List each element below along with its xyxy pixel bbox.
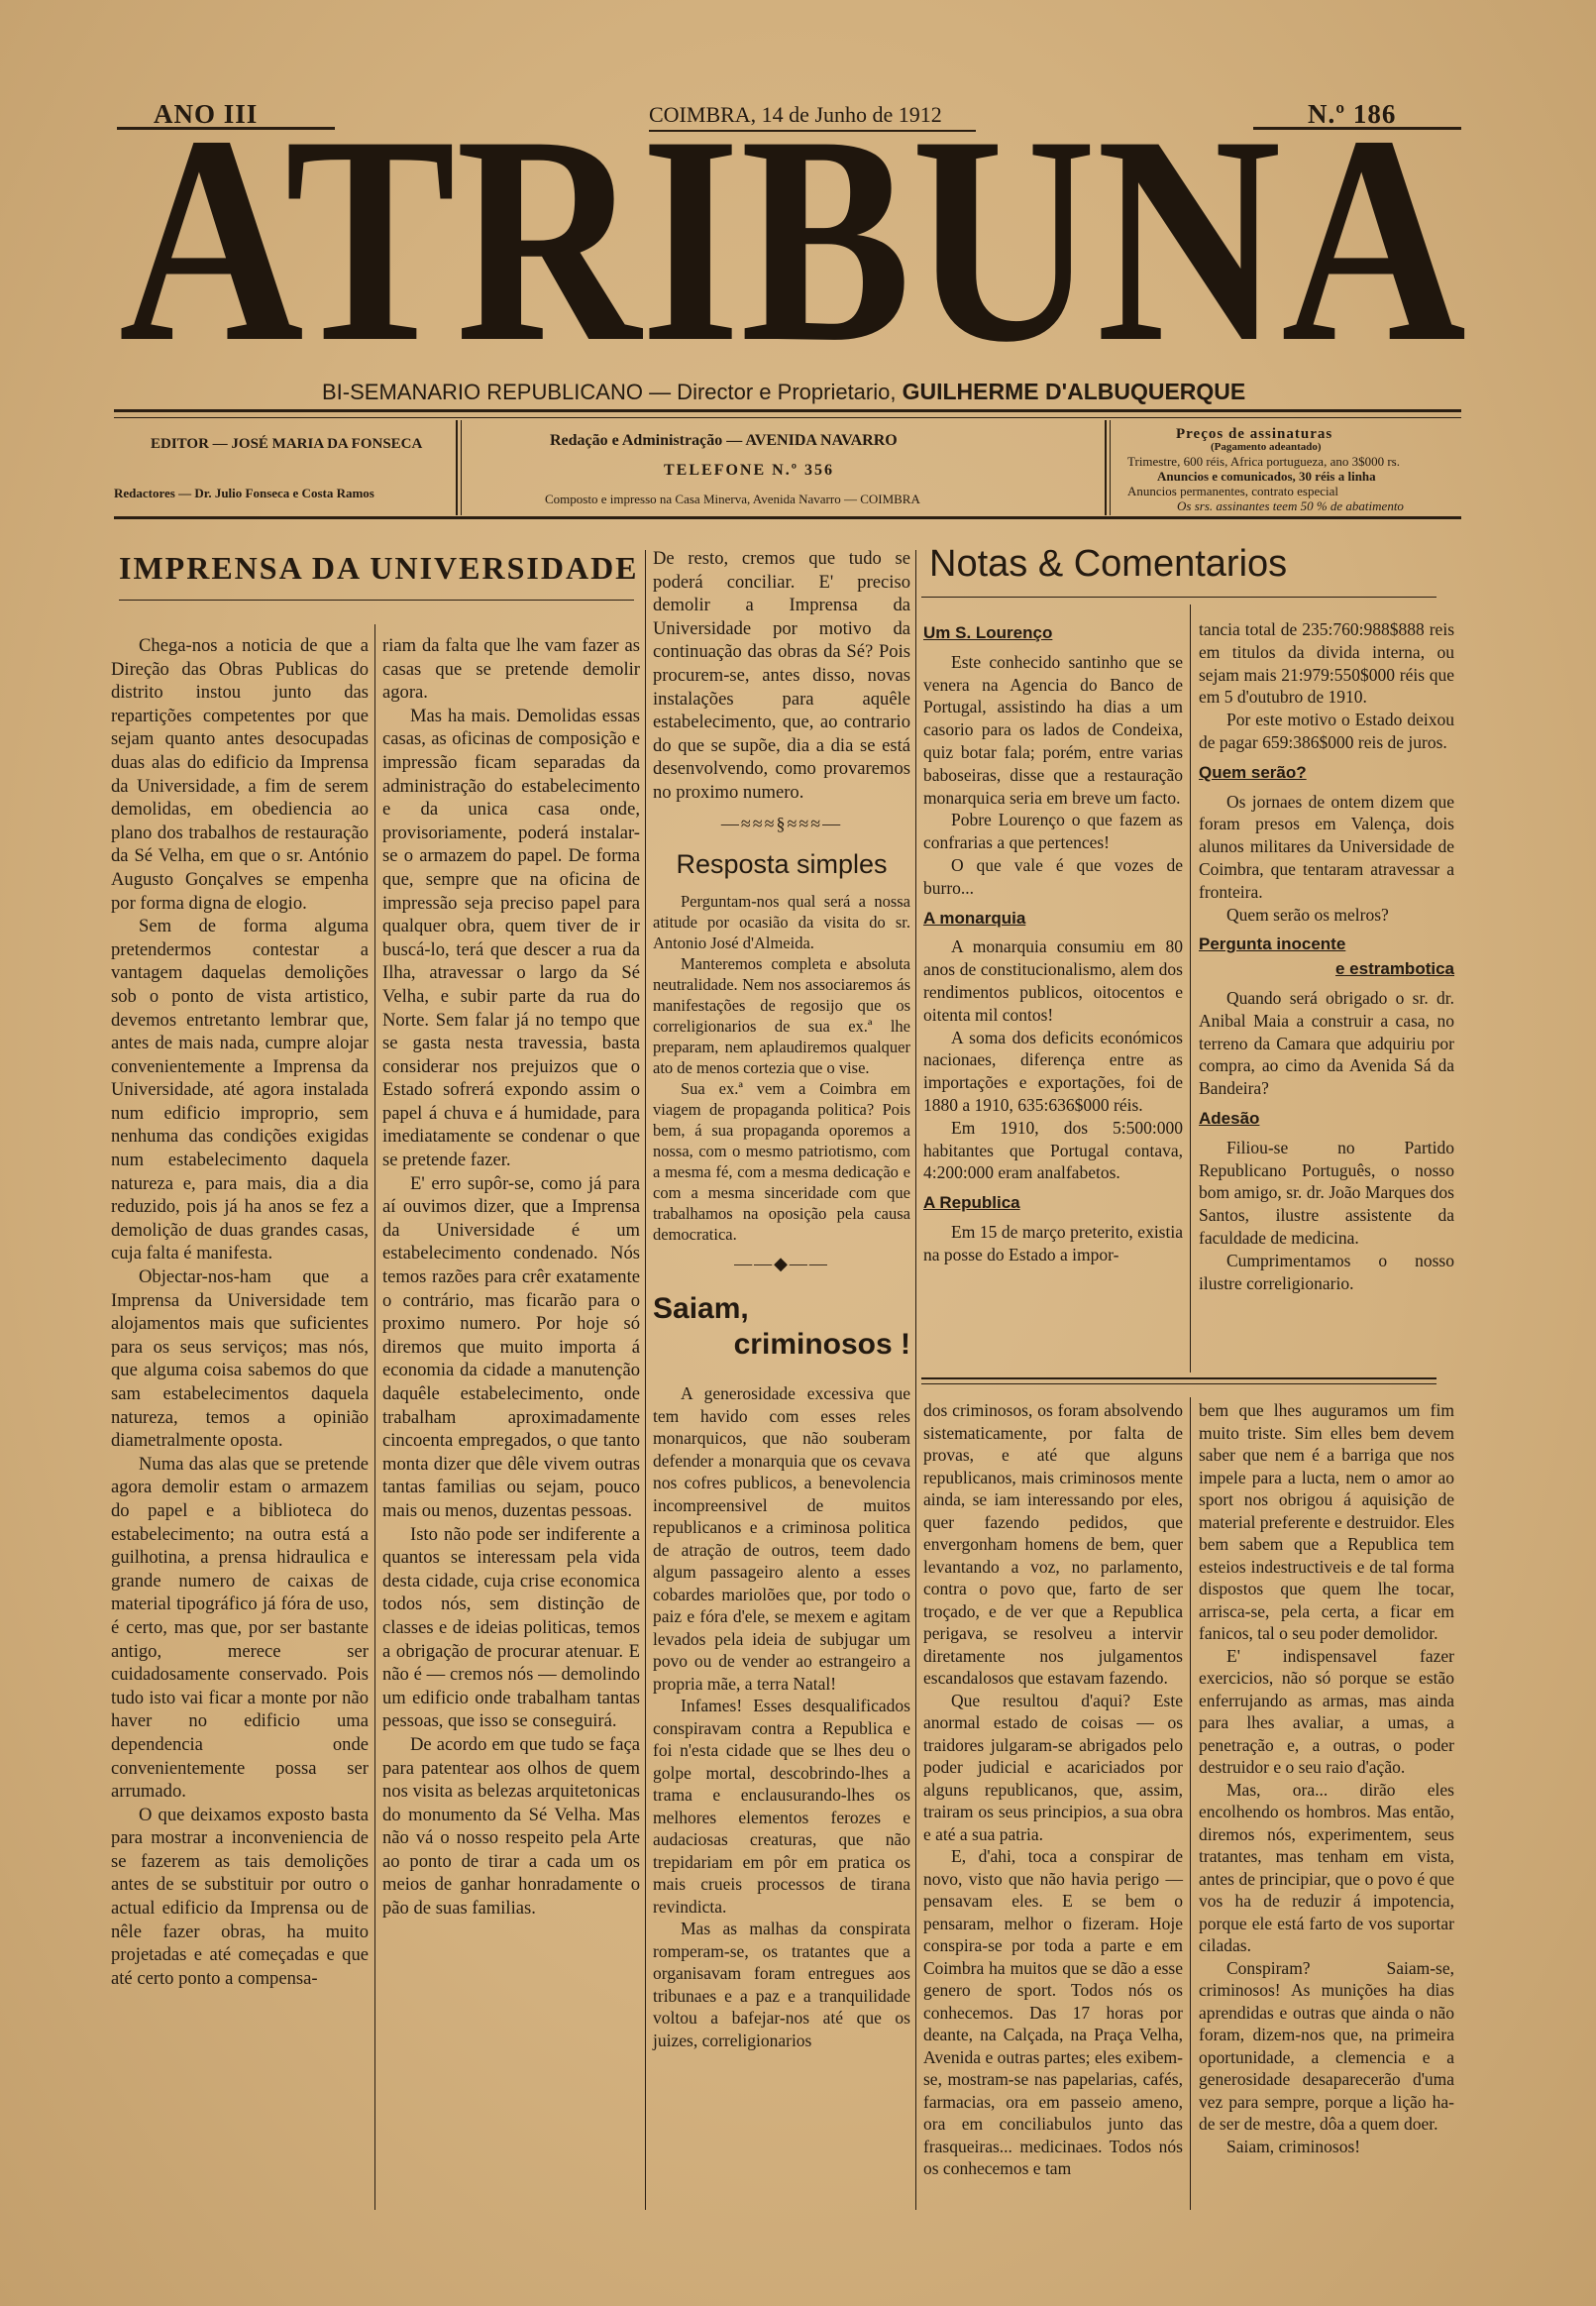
paragraph: Mas, ora... dirão eles encolhendo os hombros. Mas então, diremos nós, experimentem, seus tratantes, mas tenham em vista, antes de principiar, que o povo é que vos ha de reduzir á impotencia, porque ele está farto de vos suportar ciladas. [1199,1779,1454,1955]
redacao-line: Redação e Administração — AVENIDA NAVARRO [550,432,898,449]
paragraph: Perguntam-nos qual será a nossa atitude por ocasião da visita do sr. Antonio José d'Almeida. [653,891,910,952]
section-heading: A Republica [923,1193,1020,1213]
paragraph: riam da falta que lhe vam fazer as casas que se pretende demolir agora. [382,635,640,704]
saiam-col-4 [923,1399,1183,2180]
telefone-line: TELEFONE N.º 356 [664,462,834,479]
paragraph: A generosidade excessiva que tem havido com esses reles monarquicos, que não souberam defender a monarquia que os cevava nos cofres publicos, a benevolencia incompreensivel de muitos republicanos e a criminosa politica de atração de outros, teem dado algum passageiro alento a esses cobardes mariolões que, por todo o paiz e fóra d'ele, se mexem e agitam levados pela ideia de subjugar um povo ou de vender ao estrangeiro a propria mãe, a terra Natal! [653,1383,910,1694]
redactores-line: Redactores — Dr. Julio Fonseca e Costa Ramos [114,486,374,500]
paragraph: Por este motivo o Estado deixou de pagar 659:386$000 reis de juros. [1199,710,1454,752]
subtitle-text: BI-SEMANARIO REPUBLICANO — Director e Proprietario, [322,380,897,404]
paragraph: E' indispensavel fazer exercicios, não só porque se estão enferrujando as armas, mas ainda para lhes avaliar, a umas, a penetração e, a outras, o poder destruidor e o seu raio d'ação. [1199,1645,1454,1777]
paragraph: O que vale é que vozes de burro... [923,854,1183,898]
date-line: COIMBRA, 14 de Junho de 1912 [649,102,942,127]
paragraph: Sem de forma alguma pretendermos contestar a vantagem daquelas demolições sob o ponto de vista artistico, devemos entretanto lembrar que, antes de mais nada, cumpre alojar convenientemente a Imprensa da Universidade, até agora instalada num edificio improprio, sem nenhuma das condições exigidas num estabelecimento daquela natureza e, para mais, dia a dia reduzido, pois já ha anos se fez a demolição de duas grandes casas, cuja falta é manifesta. [111,916,369,1264]
box-bottom-rule [114,516,1461,519]
precos-line-1: Trimestre, 600 réis, Africa portugueza, ano 3$000 rs. [1127,454,1400,469]
paragraph: O que deixamos exposto basta para mostrar a inconveniencia de se fazerem as tais demolições antes de se substituir por outro o actual edificio da Imprensa ou de nêle fazer obras, ha muito projetadas e até começadas e que até certo ponto a compensa- [111,1804,369,1989]
imprensa-col-2 [382,634,640,1921]
paragraph: Cumprimentamos o nosso ilustre correligionario. [1199,1250,1454,1293]
precos-sub: (Pagamento adeantado) [1211,441,1322,453]
notas-bottom-rule-2 [921,1383,1436,1384]
paragraph: Manteremos completa e absoluta neutralidade. Nem nos associaremos ás manifestações de regosijo que os correligionarios de sua ex.ª lhe preparam, nem aplaudiremos qualquer ato de menos cortezia que o vise. [653,953,910,1077]
issue-number: N.º 186 [1308,99,1397,129]
paragraph: Em 15 de março preterito, existia na posse do Estado a impor- [923,1221,1183,1264]
paragraph: Pobre Lourenço o que fazem as confrarias a que pertences! [923,810,1183,853]
ornament-divider: ——◆—— [734,1253,829,1273]
notas-bottom-rule [921,1377,1436,1379]
section-heading: Pergunta inocente [1199,934,1346,954]
paragraph: Quem serão os melros? [1226,904,1389,925]
saiam-col-5 [1199,1399,1454,2157]
composto-line: Composto e impresso na Casa Minerva, Avenida Navarro — COIMBRA [545,492,920,506]
box-divider-1 [456,420,458,515]
paragraph: De resto, cremos que tudo se poderá conciliar. E' preciso demolir a Imprensa da Universidade por motivo da continuação das obras da Sé? Pois procurem-se, antes disso, novas instalações para aquêle estabelecimento, que, ao contrario do que se supõe, dia a dia se está desenvolvendo, como provaremos no proximo numero. [653,548,910,803]
imprensa-rule [119,600,634,601]
box-divider-1b [461,420,462,515]
paragraph: A soma dos deficits económicos nacionaes, diferença entre as importações e exportações, foi de 1880 a 1910, 635:636$000 réis. [923,1027,1183,1115]
paragraph: E' erro supôr-se, como já para aí ouvimos dizer, que a Imprensa da Universidade é um estabelecimento condenado. Nós temos razões para crêr exatamente o contrário, mas ficarão para o proximo numero. Por hoje só diremos que muito importa á economia da cidade a manutenção daquêle estabelecimento, onde trabalham aproximadamente cincoenta empregados, o que tanto monta dizer que dêle vivem outras tantas familias ou sejam, pouco mais ou menos, duzentas pessoas. [382,1172,640,1521]
ano-label: ANO III [154,99,259,129]
paragraph: Sua ex.ª vem a Coimbra em viagem de propaganda politica? Pois bem, á sua propaganda oporemos a nossa, com o mesmo patriotismo, com a mesma fé, com a mesma dedicação e com a mesma sinceridade com que trabalhamos na oposição pela causa democratica. [653,1078,910,1244]
center-col [653,547,910,2051]
paragraph: E, d'ahi, toca a conspirar de novo, visto que não havia perigo — pensavam eles. E se bem o pensaram, melhor o fizeram. Hoje conspira-se por toda a parte e em Coimbra ha muitos que se dão a esse genero de sport. Todos nós os conhecemos. Das 17 horas por deante, na Calçada, na Praça Velha, Avenida e outras partes; eles exibem-se, mostram-se nas papelarias, cafés, farmacias, ora em passeio ameno, ora em conciliabulos junto das frasqueiras... medicinaes. Todos nós os conhecemos e tam [923,1846,1183,2178]
notas-col-right [1199,618,1454,1294]
paragraph: Mas as malhas da conspirata romperam-se, os tratantes que a organisavam foram entregues aos tribunaes e a paz e a tranquilidade voltou a bafejar-nos até que os juizes, correligionarios [653,1919,910,2050]
paragraph: bem que lhes auguramos um fim muito triste. Sim elles bem devem saber que nem é a barriga que nos impele para a lucta, nem o amor ao sport nos obrigou á aquisição de material preferente e destruidor. Eles bem sabem que a Republica tem esteios indestructiveis e de tal forma dispostos que quem lhe tocar, arrisca-se, pela certa, a ficar em fanicos, tal o seu poder demolidor. [1199,1400,1455,1643]
paragraph: Quando será obrigado o sr. dr. Anibal Maia a construir a casa, no terreno da Camara que adquiriu por compra, ao cimo da Avenida Sá da Bandeira? [1199,987,1454,1099]
saiam-headline-2: criminosos ! [733,1328,910,1362]
section-heading: Quem serão? [1199,762,1307,782]
box-divider-2b [1110,420,1111,515]
col-sep-2 [645,550,646,2210]
subtitle [322,379,1245,405]
precos-title: Preços de assinaturas [1176,426,1333,442]
ornament-divider: —≈≈≈§≈≈≈— [720,813,843,833]
paragraph: De acordo em que tudo se faça para patentear aos olhos de quem nos visita as belezas arquitetonicas do monumento da Sé Velha. Mas não vá o nosso respeito pela Arte ao ponto de tirar a cada um os meios de ganhar honradamente o pão de suas familias. [382,1733,640,1920]
precos-line-2: Anuncios e comunicados, 30 réis a linha [1157,469,1376,484]
notas-col-left [923,614,1183,1266]
notas-rule [921,597,1436,598]
masthead-title [109,121,1476,359]
box-divider-2 [1105,420,1107,515]
paragraph: tancia total de 235:760:988$888 reis em titulos da divida interna, ou sejam mais 21:979:550$000 réis que em 5 d'outubro de 1910. [1199,619,1454,708]
notas-headline: Notas & Comentarios [929,543,1288,585]
paragraph: Em 1910, dos 5:500:000 habitantes que Portugal contava, 4:200:000 eram analfabetos. [923,1117,1183,1183]
paragraph: Mas ha mais. Demolidas essas casas, as oficinas de composição e impressão ficam separadas da administração do estabelecimento e da unica casa onde, provisoriamente, poderá instalar-se o armazem do papel. De forma que, sempre que na oficina de impressão seja preciso papel para qualquer obra, quem tiver de ir buscá-lo, terá que descer a rua da Ilha, atravessar o largo da Sé Velha, e subir parte da rua do Norte. Sem falar já no tempo que se gasta nesta travessia, basta considerar nos prejuizos que o Estado sofrerá expondo assim o papel á chuva e á humidade, para imediatamente se condenar o que se pretende fazer. [382,705,640,1171]
paragraph: A monarquia consumiu em 80 anos de constitucionalismo, alem dos rendimentos publicos, oitocentos e oitenta mil contos! [923,936,1183,1025]
box-top-rule-2 [114,417,1461,418]
paragraph: Numa das alas que se pretende agora demolir estam o armazem do papel e a biblioteca do estabelecimento; na outra está a guilhotina, a prensa hidraulica e grande numero de caixas de material tipográfico já fóra de uso, é certo, mas que, por ser bastante antigo, merece ser cuidadosamente conservado. Pois tudo isto vai ficar a monte por não haver no edificio uma dependencia onde convenientemente possa ser arrumado. [111,1453,369,1803]
col-sep-4 [1190,604,1191,1373]
paragraph: dos criminosos, os foram absolvendo sistematicamente, por falta de provas, e até que alguns republicanos, mais criminosos mente ainda, se iam interessando por eles, quer fazendo pedidos, que envergonham homens de bem, quer levantando a voz, no parlamento, contra o povo que, farto de ser troçado, e de ver que a Republica perigava, se resolveu a intervir diretamente nos julgamentos escandalosos que estavam fazendo. [923,1400,1183,1688]
section-heading: Adesão [1199,1108,1260,1128]
precos-line-4: Os srs. assinantes teem 50 % de abatimento [1177,498,1404,513]
paragraph: Conspiram? Saiam-se, criminosos! As munições ha dias aprendidas e outras que ainda o não foram, dizem-nos que, na primeira oportunidade, a clemencia e a generosidade desaparecerão d'uma vez para sempre, porque a lição ha-de ser de mestre, dôa a quem doer. [1199,1957,1454,2134]
resposta-headline: Resposta simples [676,849,888,880]
paragraph: Filiou-se no Partido Republicano Português, o nosso bom amigo, sr. dr. João Marques dos Santos, ilustre assistente da faculdade de medicina. [1199,1137,1454,1248]
paragraph: Que resultou d'aqui? Este anormal estado de coisas — os traidores julgaram-se abrigados pelo poder judicial e acariciados por alguns republicanos, que, assim, trairam os seus principios, a sua obra e até a sua patria. [923,1690,1183,1844]
section-heading: e estrambotica [1335,959,1454,979]
col-sep-5 [1190,1397,1191,2210]
paragraph: Este conhecido santinho que se venera na Agencia do Banco de Portugal, assistindo ha dias a um casorio para os lados de Condeixa, quiz botar fala; porém, entre varias baboseiras, disse que a restauração monarquica seria em breve um facto. [923,651,1183,808]
section-heading: Um S. Lourenço [923,623,1053,642]
masthead-title-text: ATRIBUNA [119,121,1466,359]
saiam-headline-1: Saiam, [653,1292,749,1326]
box-top-rule [114,409,1461,412]
paragraph: Isto não pode ser indiferente a quantos se interessam pela vida desta cidade, cuja crise economica todos nós, sem distinção de classes e de ideias politicas, temos a obrigação de procurar atenuar. E não é — cremos nós — demolindo um edificio onde trabalham tantas pessoas, que isso se conseguirá. [382,1523,640,1732]
paragraph: Chega-nos a noticia de que a Direção das Obras Publicas do distrito instou junto das repartições competentes por que sejam quanto antes desocupadas duas alas do edificio da Imprensa da Universidade, a fim de serem demolidas, em obediencia ao plano dos trabalhos de restauração da Sé Velha, em que o sr. António Augusto Gonçalves se empenha por forma digna de elogio. [111,635,369,914]
paragraph: Saiam, criminosos! [1226,2136,1361,2156]
paragraph: Infames! Esses desqualificados conspiravam contra a Republica e foi n'esta cidade que se lhes deu o golpe mortal, descobrindo-lhes a trama e enclausurando-lhes os melhores elementos ferozes e audaciosas creaturas, que não trepidariam em pôr em pratica os mais crueis processos de tirana revindicta. [653,1696,910,1917]
precos-line-3: Anuncios permanentes, contrato especial [1127,484,1338,498]
col-sep-1 [374,624,375,2210]
director-name: GUILHERME D'ALBUQUERQUE [902,379,1246,404]
imprensa-headline: IMPRENSA DA UNIVERSIDADE [119,550,639,586]
paragraph: Os jornaes de ontem dizem que foram presos em Valença, dois alunos militares da Universidade de Coimbra, que tentaram atravessar a fronteira. [1199,791,1454,902]
imprensa-col-1 [111,634,369,1990]
editor-line: EDITOR — JOSÉ MARIA DA FONSECA [151,436,423,452]
section-heading: A monarquia [923,908,1026,928]
col-sep-3 [915,550,916,2210]
paragraph: Objectar-nos-ham que a Imprensa da Universidade tem alojamentos mais que suficientes para os seus serviços; mas nós, que alguma coisa sabemos do que sam estabelecimentos daquela natureza, temos a opinião diametralmente oposta. [111,1266,369,1452]
